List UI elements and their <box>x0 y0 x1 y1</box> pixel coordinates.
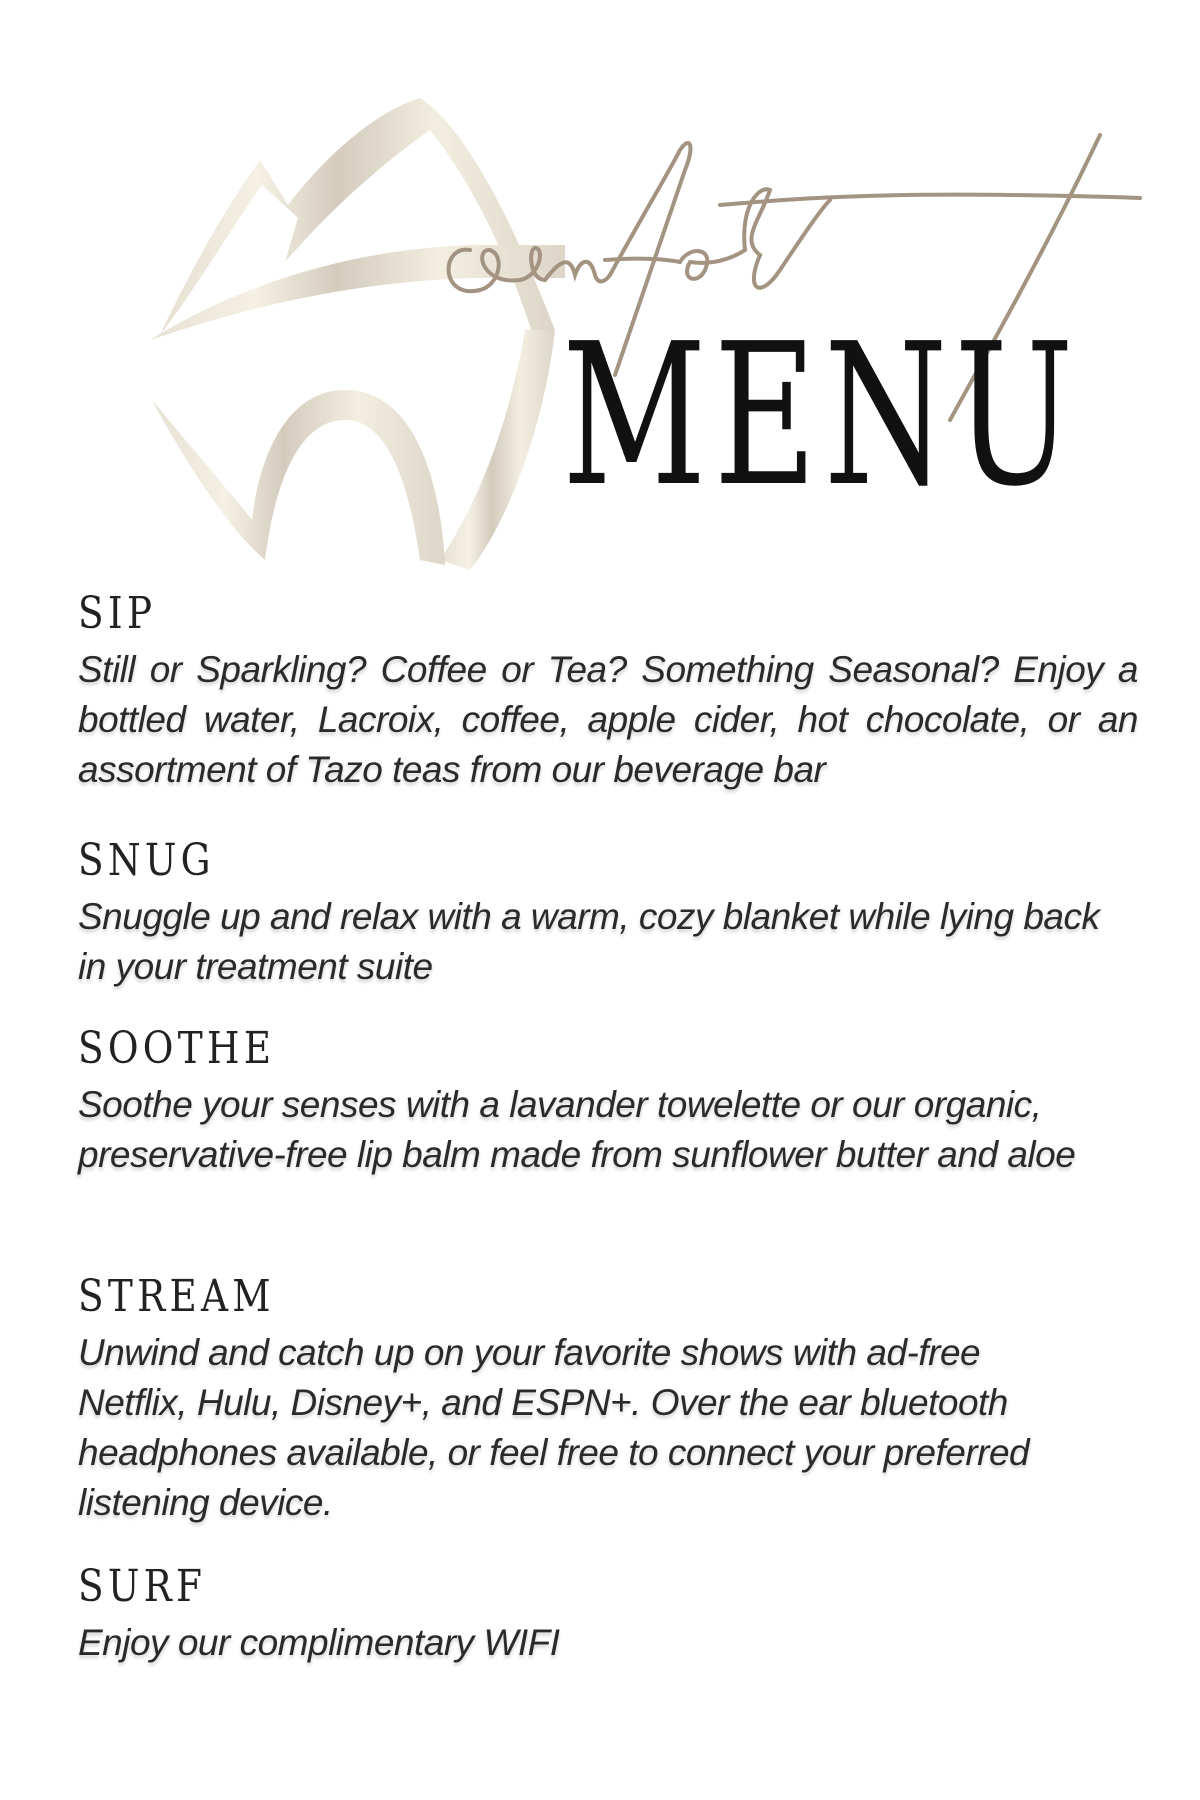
section-description: Still or Sparkling? Coffee or Tea? Something Seasonal? Enjoy a bottled water, Lacroix, coffee, apple cider, hot chocolate, or an assortment of Tazo teas from our beverage bar <box>78 649 1138 790</box>
section-heading: SIP <box>78 588 157 639</box>
section-heading: SOOTHE <box>78 1023 276 1074</box>
section-description: Unwind and catch up on your favorite shows with ad-free Netflix, Hulu, Disney+, and ESPN+. Over the ear bluetooth headphones available, or feel free to connect your preferred listening device. <box>78 1332 1030 1523</box>
section-heading: STREAM <box>78 1271 275 1322</box>
section-soothe <box>78 1024 1138 1180</box>
section-surf <box>78 1562 1138 1668</box>
section-description: Snuggle up and relax with a warm, cozy blanket while lying back in your treatment suite <box>78 896 1100 987</box>
section-description: Soothe your senses with a lavander towelette or our organic, preservative-free lip balm made from sunflower butter and aloe <box>78 1084 1076 1175</box>
section-stream <box>78 1272 1138 1528</box>
section-heading: SNUG <box>78 835 215 886</box>
section-heading: SURF <box>78 1561 207 1612</box>
section-sip <box>78 589 1138 795</box>
section-snug <box>78 836 1138 992</box>
menu-title: MENU <box>562 302 1081 530</box>
section-description: Enjoy our complimentary WIFI <box>78 1622 560 1663</box>
